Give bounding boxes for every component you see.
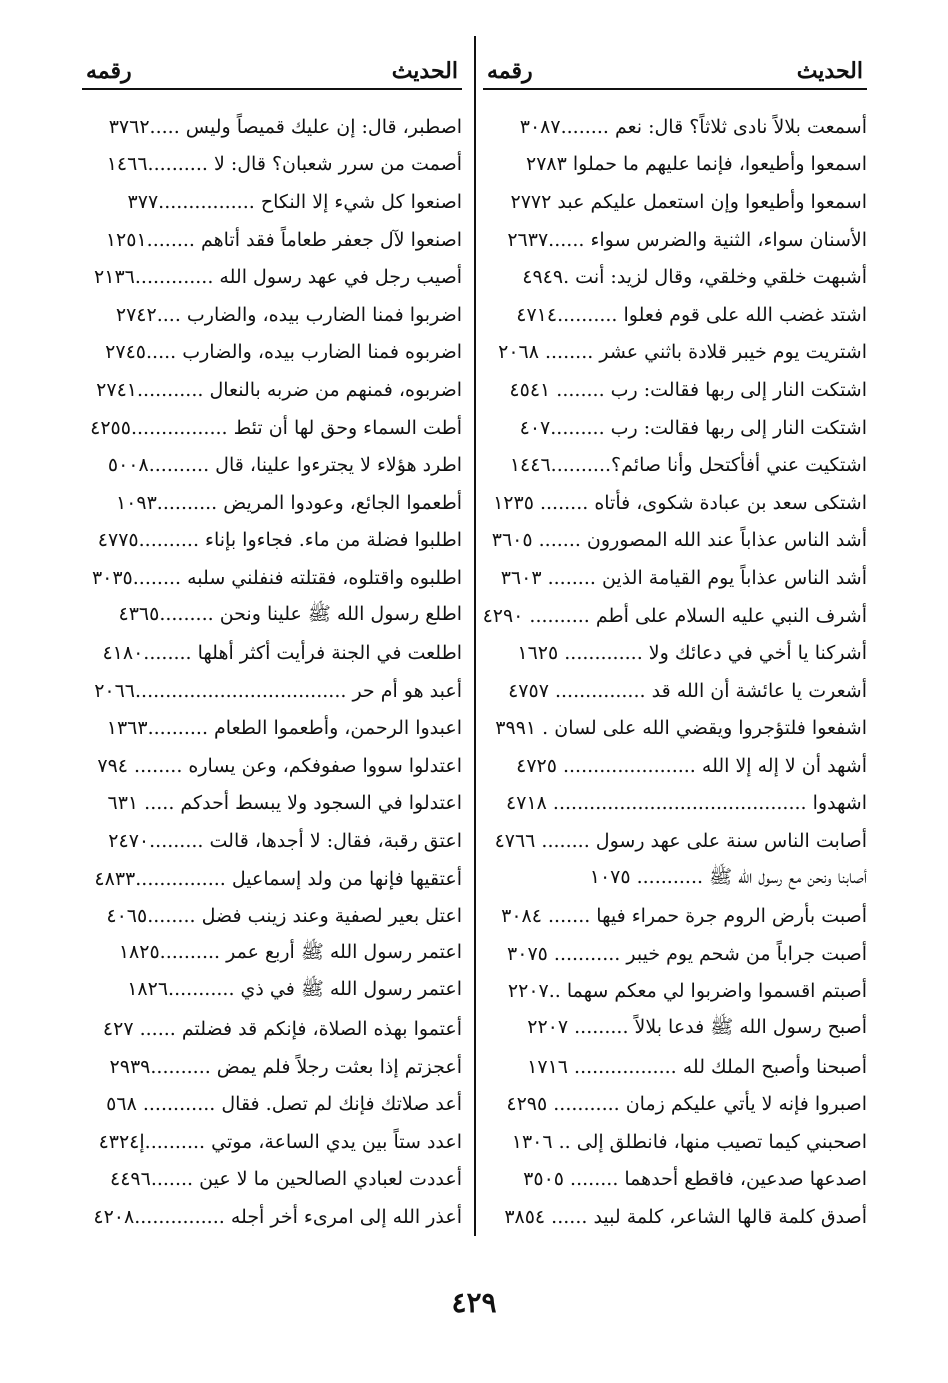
hadith-entry: أصابت الناس سنة على عهد رسول ........ ٤٧٦٦ xyxy=(494,830,867,853)
hadith-entry: اضربوه فمنا الضارب بيده، والضارب .....٢٧٤٥ xyxy=(105,341,462,364)
hadith-entry: اعتدلوا في السجود ولا يبسط أحدكم ..... ٦٣١ xyxy=(107,792,462,815)
hadith-entry: أشركنا يا أخي في دعائك ولا ............. ١٦٢٥ xyxy=(517,642,867,665)
hadith-entry: اسمعوا وأطيعوا، فإنما عليهم ما حملوا ٢٧٨٣ xyxy=(526,153,867,176)
hadith-entry: أشعرت يا عائشة أن الله قد ............... ٤٧٥٧ xyxy=(508,679,867,702)
hadith-entry: أعجزتم إذا بعثت رجلاً فلم يمض ..........٢٩٣٩ xyxy=(109,1055,462,1078)
hadith-entry: أعد صلاتك فإنك لم تصل. فقال ............ ٥٦٨ xyxy=(106,1093,462,1116)
hadith-entry: اضربوا فمنا الضارب بيده، والضارب ....٢٧٤٢ xyxy=(115,303,462,326)
hadith-entry: اعتل بعير لصفية وعند زينب فضل ........٤٠٦٥ xyxy=(106,905,462,928)
hadith-entry: أعبد هو أم حر ...................................٢٠٦٦ xyxy=(94,679,462,702)
right-column-header xyxy=(483,44,867,84)
hadith-entry: أعذر الله إلى امرىء أخر أجله ...............٤٢٠٨ xyxy=(93,1206,462,1229)
hadith-entry: اعبدوا الرحمن، وأطعموا الطعام ..........١٣٦٣ xyxy=(106,717,462,740)
hadith-entry: اطلع رسول الله ﷺ علينا ونحن .........٤٣٦٥ xyxy=(118,602,462,625)
hadith-entry: اعتق رقبة، فقال: لا أجدها، قالت .........٢٤٧٠ xyxy=(108,830,462,853)
hadith-entry: اصنعوا كل شيء إلا النكاح ................٣٧٧ xyxy=(127,190,462,213)
hadith-entry: أطت السماء وحق لها أن تئط ................٤٢٥٥ xyxy=(90,416,462,439)
header-rule xyxy=(483,88,867,90)
hadith-entry: اعتمر رسول الله ﷺ أربع عمر ..........١٨٢٥ xyxy=(118,940,462,963)
header-hadith-label: الحديث xyxy=(796,58,863,84)
left-column-header xyxy=(82,44,462,84)
hadith-entry: أعددت لعبادي الصالحين ما لا عين .......٤٤٩٦ xyxy=(109,1168,462,1191)
hadith-entry: اضربوه، فمنهم من ضربه بالنعال ...........٢٧٤١ xyxy=(96,378,462,401)
hadith-entry: اشتكت النار إلى ربها فقالت: رب .........٤٠٧ xyxy=(519,416,867,439)
hadith-entry: أشد الناس عذاباً عند الله المصورون ....... ٣٦٠٥ xyxy=(491,529,867,552)
hadith-entry: اصدعها صدعين، فاقطع أحدهما ........ ٣٥٠٥ xyxy=(523,1168,867,1191)
right-column xyxy=(483,44,867,1236)
hadith-entry: أعتموا بهذه الصلاة، فإنكم قد فضلتم ...... ٤٢٧ xyxy=(102,1018,462,1041)
hadith-entry: أصبت بأرض الروم جرة حمراء فيها ....... ٣٠٨٤ xyxy=(501,905,867,928)
hadith-entry: أشبهت خلقي وخلقي، وقال لزيد: أنت .٤٩٤٩ xyxy=(522,266,867,289)
header-number-label: رقمه xyxy=(86,58,132,84)
page-number: ٤٢٩ xyxy=(451,1286,497,1319)
hadith-entry: اصطبر، قال: إن عليك قميصاً وليس .....٣٧٦٢ xyxy=(108,115,462,138)
hadith-entry: اطلعت في الجنة فرأيت أكثر أهلها ........٤١٨٠ xyxy=(102,642,462,665)
hadith-entry: أصبح رسول الله ﷺ فدعا بلالاً ......... ٢٢٠٧ xyxy=(527,1016,867,1039)
hadith-entry: أشهد أن لا إله إلا الله ...................... ٤٧٢٥ xyxy=(516,754,867,777)
hadith-entry: اطلبوا فضلة من ماء. فجاءوا بإناء ..........٤٧٧٥ xyxy=(97,529,462,552)
hadith-entry: أشد الناس عذاباً يوم القيامة الذين ........ ٣٦٠٣ xyxy=(500,566,867,589)
hadith-entry: الأسنان سواء، الثنية والضرس سواء ......٢٦٣٧ xyxy=(507,228,867,251)
column-separator xyxy=(474,36,476,1236)
hadith-entry: اطرد هؤلاء لا يجترءوا علينا، قال ..........٥٠٠٨ xyxy=(107,454,462,477)
hadith-entry: اصحبني كيما تصيب منها، فانطلق إلى .. ١٣٠٦ xyxy=(511,1130,867,1153)
hadith-entry: اعتمر رسول الله ﷺ في ذي ...........١٨٢٦ xyxy=(127,978,462,1001)
hadith-entry: اشتد غضب الله على قوم فعلوا ..........٤٧١٤ xyxy=(516,303,867,326)
hadith-entry: اعدد ستاً بين يدي الساعة، موتي ..........إ٤٣٢٤ xyxy=(98,1130,462,1153)
hadith-entry: أصابنا ونحن مع رسول الله ﷺ ........... ١٠٧٥ xyxy=(589,865,867,888)
header-number-label: رقمه xyxy=(487,58,533,84)
hadith-entry: أسمعت بلالاً نادى ثلاثاً؟ قال: نعم ........٣٠٨٧ xyxy=(519,115,867,138)
hadith-entry: اطلبوه واقتلوه، فقتلته فنفلني سلبه ........٣٠٣٥ xyxy=(91,566,462,589)
hadith-entry: أشرف النبي عليه السلام على أطم .......... ٤٢٩٠ xyxy=(483,604,867,627)
hadith-list xyxy=(483,108,867,1236)
hadith-entry: أصمت من سرر شعبان؟ قال: لا ..........١٤٦٦ xyxy=(106,153,462,176)
hadith-entry: اعتدلوا سووا صفوفكم، وعن يساره ........ ٧٩٤ xyxy=(97,754,462,777)
header-hadith-label: الحديث xyxy=(391,58,458,84)
hadith-entry: اشهدوا .......................................... ٤٧١٨ xyxy=(506,792,867,815)
hadith-entry: اشتكت النار إلى ربها فقالت: رب ........ ٤٥٤١ xyxy=(509,378,867,401)
hadith-entry: اصنعوا لآل جعفر طعاماً فقد أتاهم ........١٢٥١ xyxy=(105,228,462,251)
hadith-entry: أصدق كلمة قالها الشاعر، كلمة لبيد ...... ٣٨٥٤ xyxy=(504,1206,867,1229)
hadith-entry: أعتقيها فإنها من ولد إسماعيل ...............٤٨٣٣ xyxy=(94,867,462,890)
hadith-entry: أصبحنا وأصبح الملك لله ................. ١٧١٦ xyxy=(527,1055,867,1078)
left-column xyxy=(82,44,462,1236)
hadith-entry: اسمعوا وأطيعوا وإن استعمل عليكم عبد ٢٧٧٢ xyxy=(510,190,867,213)
hadith-entry: اشتريت يوم خيبر قلادة باثني عشر ........ ٢٠٦٨ xyxy=(498,341,867,364)
hadith-entry: اشتكيت عني أفأكتحل وأنا صائم؟..........١٤٤٦ xyxy=(509,454,867,477)
hadith-entry: أصبت جراباً من شحم يوم خيبر ........... ٣٠٧٥ xyxy=(507,942,867,965)
hadith-entry: أطعموا الجائع، وعودوا المريض ..........١٠٩٣ xyxy=(115,491,462,514)
header-rule xyxy=(82,88,462,90)
hadith-entry: اشفعوا فلتؤجروا ويقضي الله على لسان . ٣٩٩١ xyxy=(495,717,867,740)
hadith-entry: أصبتم اقسموا واضربوا لي معكم سهما ..٢٢٠٧ xyxy=(507,980,867,1003)
hadith-list xyxy=(82,108,462,1236)
hadith-entry: اشتكى سعد بن عبادة شكوى، فأتاه ........ ١٢٣٥ xyxy=(493,491,867,514)
hadith-entry: أصيب رجل في عهد رسول الله .............٢١٣٦ xyxy=(94,266,462,289)
hadith-entry: اصبروا فإنه لا يأتي عليكم زمان ........... ٤٢٩٥ xyxy=(506,1093,867,1116)
